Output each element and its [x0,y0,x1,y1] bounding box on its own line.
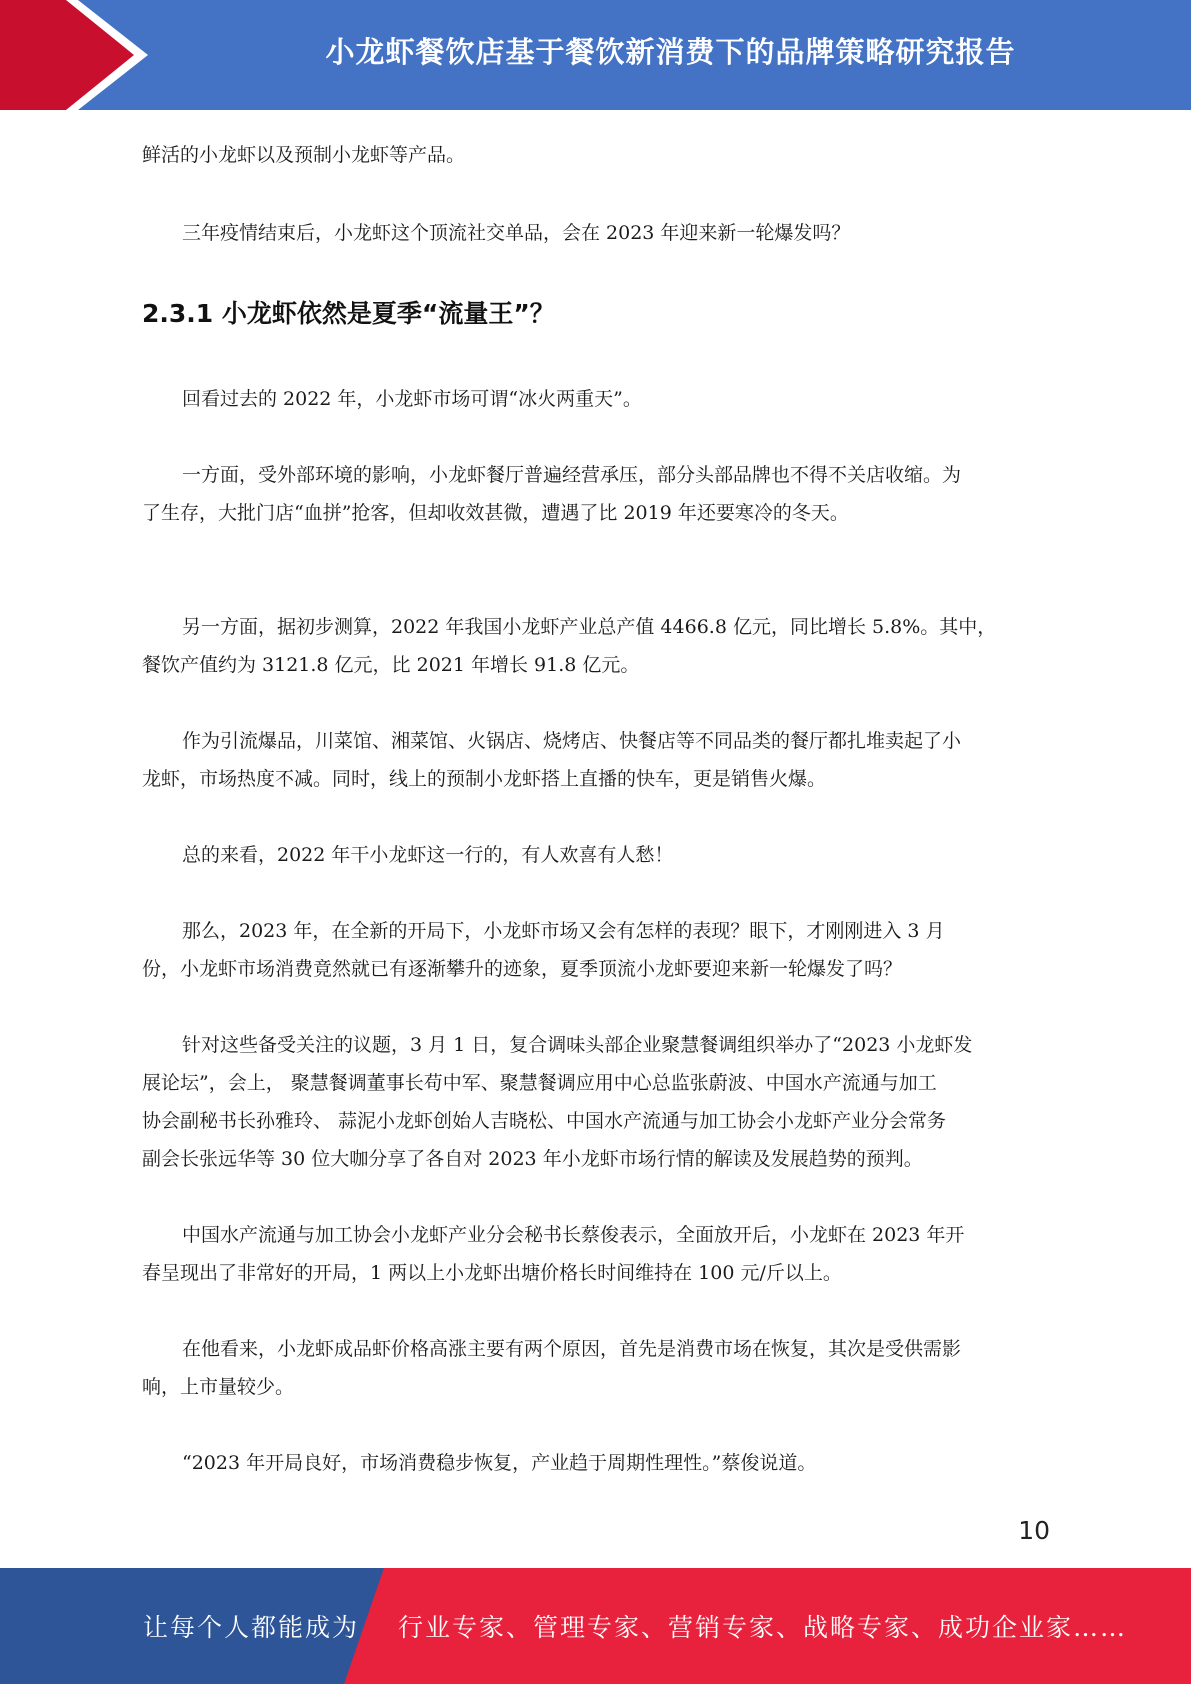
paragraph-block [142,608,1052,684]
paragraph-block [142,1330,1052,1406]
paragraph: 回看过去的 2022 年，小龙虾市场可谓“冰火两重天”。 [182,388,642,410]
paragraph-line: 餐饮产值约为 3121.8 亿元，比 2021 年增长 91.8 亿元。 [142,654,640,676]
paragraph-line: 在他看来，小龙虾成品虾价格高涨主要有两个原因，首先是消费市场在恢复，其次是受供需影 [182,1338,962,1360]
paragraph-line: 展论坛”，会上， 聚慧餐调董事长苟中军、聚慧餐调应用中心总监张蔚波、中国水产流通与加工 [142,1072,937,1094]
paragraph-continuation: 鲜活的小龙虾以及预制小龙虾等产品。 [142,144,466,166]
page-content [142,130,1052,1482]
paragraph-block [142,1216,1052,1292]
paragraph-question: 三年疫情结束后，小龙虾这个顶流社交单品，会在 2023 年迎来新一轮爆发吗？ [182,222,851,244]
page-footer [0,1568,1191,1684]
paragraph-line: 副会长张远华等 30 位大咖分享了各自对 2023 年小龙虾市场行情的解读及发展趋势的预判。 [142,1148,923,1170]
page-header [0,0,1191,110]
paragraph-line: 龙虾，市场热度不减。同时，线上的预制小龙虾搭上直播的快车，更是销售火爆。 [142,768,827,790]
paragraph-line: 春呈现出了非常好的开局，1 两以上小龙虾出塘价格长时间维持在 100 元/斤以上。 [142,1262,842,1284]
paragraph-block [142,456,1052,532]
paragraph-line: 作为引流爆品，川菜馆、湘菜馆、火锅店、烧烤店、快餐店等不同品类的餐厅都扎堆卖起了小 [182,730,962,752]
footer-slogan-right: 行业专家、管理专家、营销专家、战略专家、成功企业家…… [398,1613,1128,1642]
paragraph-line: 份，小龙虾市场消费竟然就已有逐渐攀升的迹象，夏季顶流小龙虾要迎来新一轮爆发了吗？ [142,958,903,980]
report-title: 小龙虾餐饮店基于餐饮新消费下的品牌策略研究报告 [325,34,1016,69]
paragraph-line: 一方面，受外部环境的影响，小龙虾餐厅普遍经营承压，部分头部品牌也不得不关店收缩。为 [182,464,962,486]
paragraph-line: 响，上市量较少。 [142,1376,295,1398]
paragraph-line: 那么，2023 年，在全新的开局下，小龙虾市场又会有怎样的表现？眼下，才刚刚进入 3 月 [182,920,945,942]
paragraph-line: 针对这些备受关注的议题，3 月 1 日，复合调味头部企业聚慧餐调组织举办了“2023 小龙虾发 [182,1034,973,1056]
paragraph-line: 中国水产流通与加工协会小龙虾产业分会秘书长蔡俊表示，全面放开后，小龙虾在 2023 年开 [182,1224,965,1246]
paragraph-line: 另一方面，据初步测算，2022 年我国小龙虾产业总产值 4466.8 亿元，同比增长 5.8%。其中， [182,616,997,638]
paragraph-line: 协会副秘书长孙雅玲、 蒜泥小龙虾创始人吉晓松、中国水产流通与加工协会小龙虾产业分会常务 [142,1110,947,1132]
page-number: 10 [1018,1516,1050,1545]
footer-slogan-left: 让每个人都能成为 [143,1613,360,1642]
paragraph-block [142,1026,1052,1178]
paragraph-quote: “2023 年开局良好，市场消费稳步恢复，产业趋于周期性理性。”蔡俊说道。 [182,1452,817,1474]
paragraph-block [142,722,1052,798]
paragraph-line: 了生存，大批门店“血拼”抢客，但却收效甚微，遭遇了比 2019 年还要寒冷的冬天。 [142,502,849,524]
section-heading: 2.3.1 小龙虾依然是夏季“流量王”？ [142,299,555,328]
paragraph-block [142,912,1052,988]
paragraph: 总的来看，2022 年干小龙虾这一行的，有人欢喜有人愁！ [182,844,674,866]
